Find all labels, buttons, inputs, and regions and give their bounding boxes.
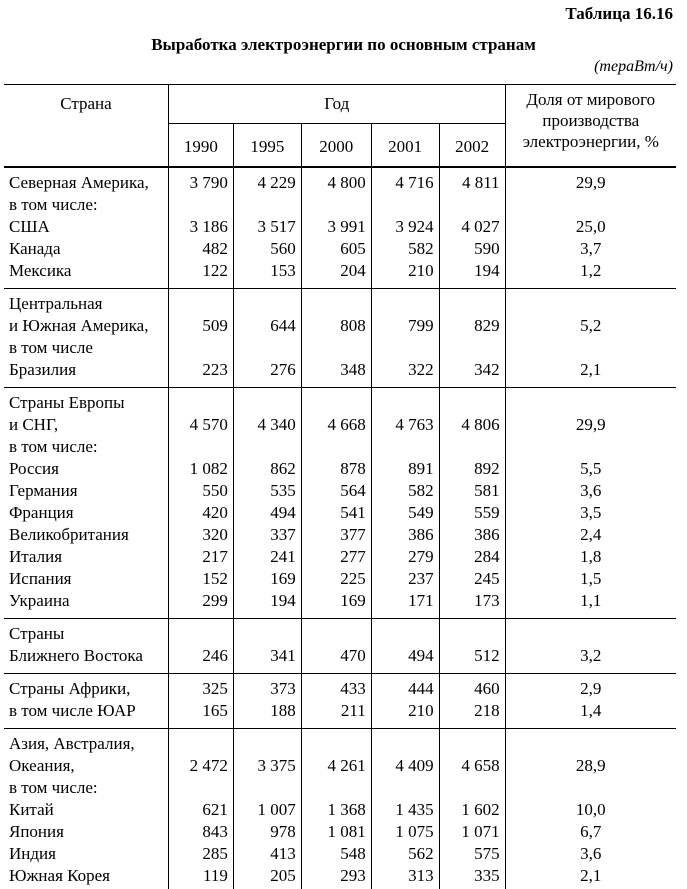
table-row [4,546,676,568]
year-value: 119 [168,865,233,889]
table-row [4,436,676,458]
header-country: Страна [4,85,168,168]
year-value [233,388,301,415]
table-row [4,238,676,260]
year-value: 4 027 [439,216,505,238]
year-value: 535 [233,480,301,502]
year-value: 1 368 [301,799,371,821]
table-body [4,167,676,889]
year-value: 284 [439,546,505,568]
year-value: 322 [371,359,439,388]
table-row [4,414,676,436]
year-value: 564 [301,480,371,502]
year-value [168,729,233,756]
table-row [4,502,676,524]
year-value: 482 [168,238,233,260]
country-name: Южная Корея [9,866,110,885]
year-value: 1 082 [168,458,233,480]
year-value: 621 [168,799,233,821]
year-value: 878 [301,458,371,480]
year-value: 194 [233,590,301,619]
table-row [4,777,676,799]
year-value [301,619,371,646]
share-value: 3,2 [505,645,676,674]
country-name: Индия [9,844,56,863]
year-value: 169 [301,590,371,619]
year-value: 122 [168,260,233,289]
table-row [4,674,676,701]
year-value: 320 [168,524,233,546]
year-value: 582 [371,480,439,502]
year-value [233,337,301,359]
table-row [4,216,676,238]
year-value: 541 [301,502,371,524]
year-value [371,436,439,458]
year-value [233,729,301,756]
year-value [371,388,439,415]
year-value: 210 [371,260,439,289]
header-year: 2000 [301,124,371,168]
year-value: 862 [233,458,301,480]
table-row [4,755,676,777]
year-value: 205 [233,865,301,889]
year-value: 210 [371,700,439,729]
year-value: 3 924 [371,216,439,238]
year-value [371,337,439,359]
year-value: 494 [371,645,439,674]
year-value [439,194,505,216]
year-value: 582 [371,238,439,260]
share-value: 3,6 [505,843,676,865]
year-value: 470 [301,645,371,674]
year-value [233,194,301,216]
year-value: 4 229 [233,167,301,194]
year-value: 1 081 [301,821,371,843]
year-value: 171 [371,590,439,619]
share-value: 2,1 [505,865,676,889]
share-value: 3,6 [505,480,676,502]
year-value: 3 517 [233,216,301,238]
year-value: 4 716 [371,167,439,194]
year-value: 335 [439,865,505,889]
country-name: Страны Европы [9,393,125,412]
table-number: Таблица 16.16 [565,4,673,23]
table-row [4,645,676,674]
year-value: 2 472 [168,755,233,777]
share-value: 28,9 [505,755,676,777]
country-name: Россия [9,459,59,478]
share-value: 6,7 [505,821,676,843]
year-value: 188 [233,700,301,729]
share-value: 1,2 [505,260,676,289]
year-value [168,619,233,646]
year-value [233,289,301,316]
share-value: 2,1 [505,359,676,388]
year-value: 829 [439,315,505,337]
share-value: 1,5 [505,568,676,590]
country-name: Ближнего Востока [4,645,168,674]
year-value: 194 [439,260,505,289]
share-value [505,194,676,216]
table-row [4,167,676,194]
table-row [4,458,676,480]
table-row [4,260,676,289]
country-name: Украина [4,590,168,619]
table-row [4,568,676,590]
year-value [233,436,301,458]
table-row [4,821,676,843]
year-value: 276 [233,359,301,388]
year-value: 4 763 [371,414,439,436]
year-value [301,729,371,756]
year-value: 169 [233,568,301,590]
country-name: Бразилия [4,359,168,388]
share-value: 2,4 [505,524,676,546]
country-name: Италия [9,547,63,566]
year-value [371,289,439,316]
year-value: 3 186 [168,216,233,238]
share-value: 29,9 [505,167,676,194]
year-value: 4 570 [168,414,233,436]
year-value [233,777,301,799]
year-value: 559 [439,502,505,524]
year-value: 548 [301,843,371,865]
country-name: Канада [9,239,61,258]
year-value: 218 [439,700,505,729]
share-value [505,777,676,799]
share-value: 1,1 [505,590,676,619]
country-name: Великобритания [9,525,129,544]
year-value [371,619,439,646]
table-row [4,388,676,415]
year-value [439,777,505,799]
year-value: 605 [301,238,371,260]
year-value: 165 [168,700,233,729]
share-value [505,337,676,359]
year-value: 892 [439,458,505,480]
year-value [301,436,371,458]
share-value: 2,9 [505,674,676,701]
country-name: Испания [9,569,72,588]
year-value: 590 [439,238,505,260]
country-name: Страны [9,624,65,643]
year-value [301,289,371,316]
year-value [301,337,371,359]
year-value [439,436,505,458]
year-value: 550 [168,480,233,502]
year-value: 337 [233,524,301,546]
table-row [4,590,676,619]
table-row [4,700,676,729]
share-value: 29,9 [505,414,676,436]
year-value [371,729,439,756]
year-value: 4 668 [301,414,371,436]
header-share: Доля от мирового производства электроэнергии, % [505,85,676,168]
year-value [371,194,439,216]
country-name: Океания, [9,756,75,775]
country-name: в том числе ЮАР [4,700,168,729]
year-value: 386 [439,524,505,546]
year-value [301,777,371,799]
year-value: 4 800 [301,167,371,194]
electricity-table [4,84,676,889]
country-name: Северная Америка, [9,173,149,192]
year-value: 245 [439,568,505,590]
table-row [4,480,676,502]
year-value [168,289,233,316]
country-name: Германия [9,481,78,500]
year-value: 279 [371,546,439,568]
share-value [505,289,676,316]
share-value: 5,5 [505,458,676,480]
year-value: 420 [168,502,233,524]
year-value: 373 [233,674,301,701]
year-value: 204 [301,260,371,289]
unit-label: (тераВт/ч) [594,58,673,75]
year-value: 4 261 [301,755,371,777]
year-value: 342 [439,359,505,388]
share-value [505,388,676,415]
year-value: 433 [301,674,371,701]
year-value: 4 409 [371,755,439,777]
year-value [301,388,371,415]
year-value: 217 [168,546,233,568]
country-name: Страны Африки, [9,679,131,698]
year-value: 494 [233,502,301,524]
year-value: 293 [301,865,371,889]
year-value: 348 [301,359,371,388]
country-name: Мексика [4,260,168,289]
year-value: 575 [439,843,505,865]
year-value: 237 [371,568,439,590]
year-value [233,619,301,646]
year-value: 560 [233,238,301,260]
year-value [168,388,233,415]
share-value: 1,4 [505,700,676,729]
year-value: 1 071 [439,821,505,843]
country-name: в том числе: [9,195,98,214]
year-value: 460 [439,674,505,701]
share-value: 10,0 [505,799,676,821]
share-value: 3,5 [505,502,676,524]
table-row [4,359,676,388]
year-value: 153 [233,260,301,289]
year-value: 644 [233,315,301,337]
year-value [168,194,233,216]
table-row [4,619,676,646]
country-name: США [9,217,50,236]
year-value: 3 375 [233,755,301,777]
year-value: 509 [168,315,233,337]
share-value: 25,0 [505,216,676,238]
year-value: 444 [371,674,439,701]
year-value: 4 340 [233,414,301,436]
year-value: 211 [301,700,371,729]
year-value: 413 [233,843,301,865]
year-value [439,337,505,359]
country-name: и СНГ, [9,415,59,434]
year-value: 241 [233,546,301,568]
year-value: 377 [301,524,371,546]
year-value: 246 [168,645,233,674]
year-value [301,194,371,216]
year-value: 1 435 [371,799,439,821]
table-row [4,843,676,865]
year-value: 3 991 [301,216,371,238]
table-row [4,289,676,316]
year-value: 512 [439,645,505,674]
year-value: 225 [301,568,371,590]
year-value [439,619,505,646]
header-year: 1990 [168,124,233,168]
year-value [439,289,505,316]
country-name: Китай [9,800,54,819]
year-value: 285 [168,843,233,865]
year-value: 4 811 [439,167,505,194]
header-year-group: Год [168,85,505,124]
year-value: 549 [371,502,439,524]
year-value: 4 658 [439,755,505,777]
share-value: 5,2 [505,315,676,337]
year-value [439,729,505,756]
table-row [4,194,676,216]
share-value: 3,7 [505,238,676,260]
table-row [4,729,676,756]
table-header [4,85,676,168]
share-value: 1,8 [505,546,676,568]
year-value: 3 790 [168,167,233,194]
share-value [505,436,676,458]
year-value: 1 007 [233,799,301,821]
country-name: Япония [9,822,64,841]
share-value [505,619,676,646]
year-value: 173 [439,590,505,619]
year-value [371,777,439,799]
year-value: 325 [168,674,233,701]
header-year: 2002 [439,124,505,168]
year-value: 152 [168,568,233,590]
year-value: 1 602 [439,799,505,821]
table-row [4,337,676,359]
year-value: 1 075 [371,821,439,843]
year-value: 341 [233,645,301,674]
country-name: Азия, Австралия, [9,734,135,753]
table-title: Выработка электроэнергии по основным странам [151,35,536,54]
year-value: 4 806 [439,414,505,436]
year-value [168,337,233,359]
header-year: 2001 [371,124,439,168]
country-name: в том числе: [9,778,98,797]
year-value: 891 [371,458,439,480]
year-value: 313 [371,865,439,889]
country-name: в том числе [9,338,93,357]
year-value: 799 [371,315,439,337]
year-value: 562 [371,843,439,865]
year-value [439,388,505,415]
year-value [168,436,233,458]
country-name: Центральная [9,294,103,313]
share-value [505,729,676,756]
year-value: 277 [301,546,371,568]
year-value: 808 [301,315,371,337]
year-value: 386 [371,524,439,546]
table-row [4,315,676,337]
year-value: 843 [168,821,233,843]
year-value: 978 [233,821,301,843]
year-value [168,777,233,799]
table-row [4,799,676,821]
country-name: Франция [9,503,74,522]
header-year: 1995 [233,124,301,168]
table-row [4,865,676,889]
year-value: 299 [168,590,233,619]
year-value: 223 [168,359,233,388]
year-value: 581 [439,480,505,502]
country-name: и Южная Америка, [9,316,149,335]
table-row [4,524,676,546]
country-name: в том числе: [9,437,98,456]
